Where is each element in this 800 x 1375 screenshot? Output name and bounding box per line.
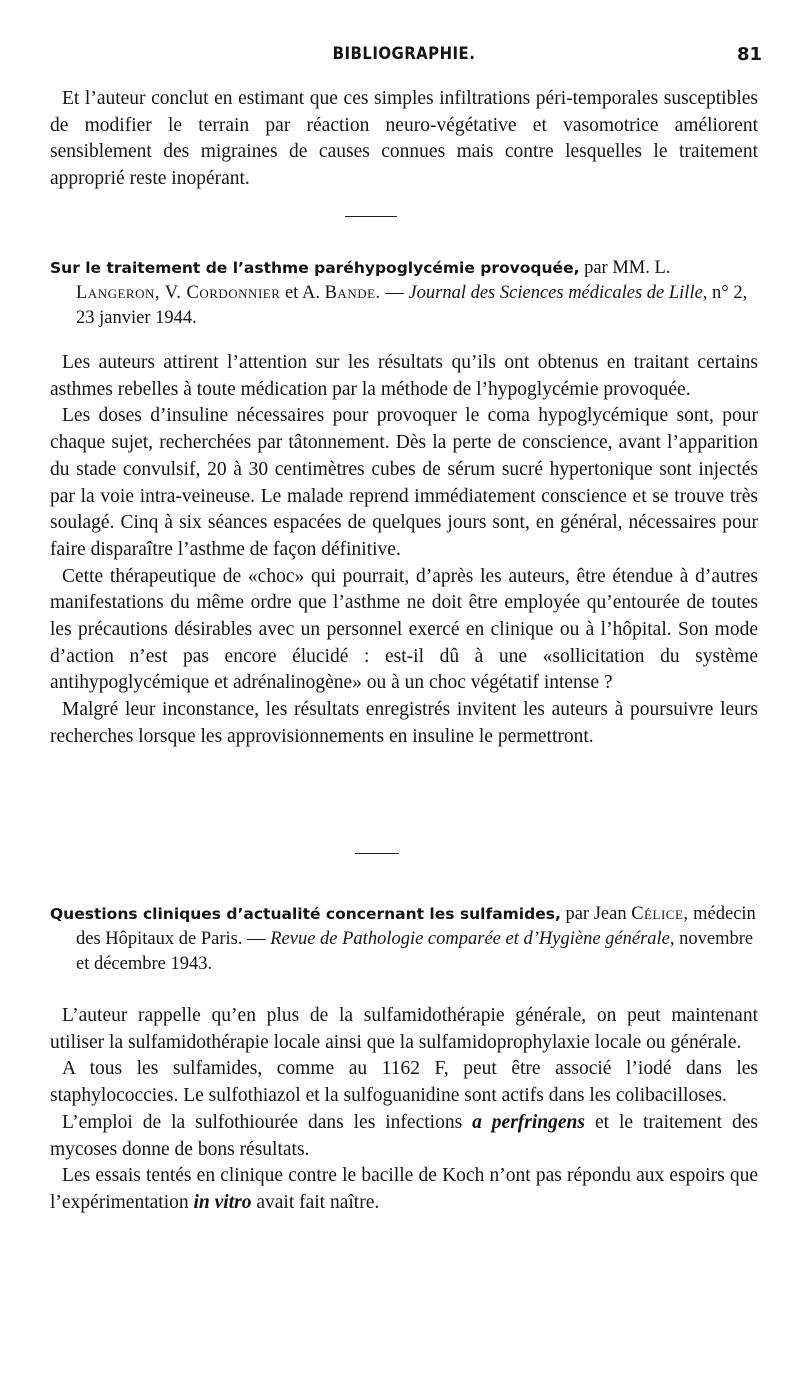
review-2-text: avait fait naître. [256, 1191, 380, 1213]
review-2-date: novembre et décembre 1943. [76, 929, 754, 974]
review-2-reference [50, 902, 758, 977]
review-1-dash: — [385, 283, 404, 303]
running-title: BIBLIOGRAPHIE. [332, 44, 476, 64]
review-2-paragraph: A tous les sulfamides, comme au 1162 F, peut être associé l’iodé dans les staphylococcies. Le sulfothiazol et la sulfoguanidine sont actifs dans les colibacilloses. [50, 1058, 758, 1107]
review-2-dash: — [247, 929, 266, 949]
review-2-italic-term: a perfringens [472, 1111, 585, 1133]
review-1-authors: Langeron, V. Cordonnier [76, 283, 281, 303]
review-2-paragraph: L’auteur rappelle qu’en plus de la sulfamidothérapie générale, on peut maintenant utiliser la sulfamidothérapie locale ainsi que la sulfamidoprophylaxie locale ou générale. [50, 1005, 758, 1053]
review-1-paragraph: Les doses d’insuline nécessaires pour provoquer le coma hypoglycémique sont, pour chaque sujet, recherchées par tâtonnement. Dès la perte de conscience, avant l’apparition du stade convulsif, 20 à 30 centimètres cubes de sérum sucré hypertonique sont injectés par la voie intra-veineuse. Le malade reprend immédiatement conscience et se trouve très soulagé. Cinq à six séances espacées de quelques jours sont, en général, nécessaires pour faire disparaître l’asthme de façon définitive. [50, 405, 758, 560]
review-2-journal: Revue de Pathologie comparée et d’Hygiène générale, [270, 929, 675, 949]
review-1-journal: Journal des Sciences médicales de Lille, [408, 283, 708, 303]
review-2-text: et le traitement des mycoses donne de bons résultats. [50, 1111, 758, 1160]
review-2-paragraph [50, 1163, 758, 1216]
review-2-author-prefix: par Jean [565, 904, 627, 924]
review-2-title: Questions cliniques d’actualité concernant les sulfamides, [50, 905, 561, 923]
review-1-paragraph: Cette thérapeutique de «choc» qui pourrait, d’après les auteurs, être étendue à d’autres manifestations du même ordre que l’asthme ne doit être employée qu’entourée de toutes les précautions désirables avec un personnel exercé en clinique ou à l’hôpital. Son mode d’action n’est pas encore élucidé : est-il dû à une «sollicitation du système antihypoglycémique et adrénalinogène» ou à un choc végétatif intense ? [50, 565, 758, 694]
review-1 [50, 256, 758, 751]
review-1-title: Sur le traitement de l’asthme paréhypoglycémie provoquée, [50, 259, 580, 277]
page-header [46, 44, 762, 68]
review-2-text: L’emploi de la sulfothiourée dans les infections [62, 1111, 463, 1133]
section-divider [355, 853, 399, 854]
review-1-paragraph: Les auteurs attirent l’attention sur les résultats qu’ils ont obtenus en traitant certains asthmes rebelles à toute médication par la méthode de l’hypoglycémie provoquée. [50, 352, 758, 400]
intro-paragraph: Et l’auteur conclut en estimant que ces simples infiltrations péri-temporales susceptibles de modifier le terrain par réaction neuro-végétative et vasomotrice améliorent sensiblement des migraines de causes connues mais contre lesquelles le traitement approprié reste inopérant. [50, 88, 758, 190]
review-2 [50, 902, 758, 1217]
review-1-author-last: Bande. [324, 283, 381, 303]
review-1-paragraph: Malgré leur inconstance, les résultats enregistrés invitent les auteurs à poursuivre leurs recherches lorsque les approvisionnements en insuline le permettront. [50, 699, 758, 747]
section-divider [345, 216, 397, 217]
review-1-issue: n° 2, 23 janvier 1944. [76, 283, 748, 328]
review-2-text: Les essais tentés en clinique contre le bacille de Koch n’ont pas répondu aux espoirs que l’expérimentation [50, 1165, 758, 1213]
page-number: 81 [736, 44, 762, 65]
intro-section [50, 86, 758, 193]
review-1-reference [50, 256, 758, 331]
review-1-authors-prefix: par MM. L. [584, 258, 671, 278]
review-2-italic-term: in vitro [193, 1191, 252, 1213]
review-2-author-role: médecin des Hôpitaux de Paris. [76, 904, 756, 949]
review-1-authors-and: et A. [285, 283, 320, 303]
review-2-paragraph [50, 1110, 758, 1163]
review-2-author-name: Célice, [631, 904, 689, 924]
